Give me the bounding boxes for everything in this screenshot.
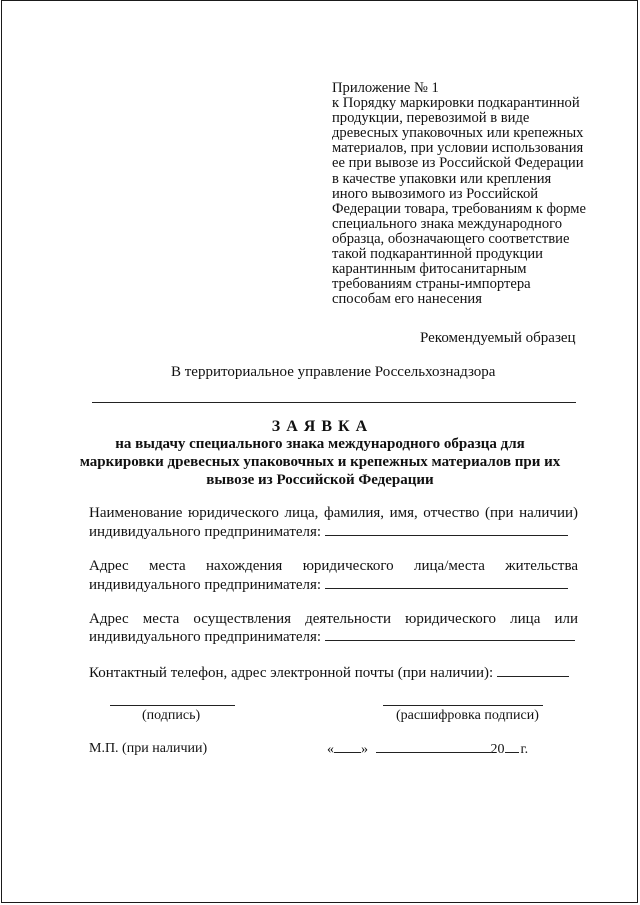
appendix-block	[332, 81, 622, 307]
appendix-line: к Порядку маркировки подкарантинной	[332, 95, 580, 112]
date-quote-close: »	[361, 742, 368, 757]
date-month-field[interactable]	[376, 741, 491, 753]
address-label-2: индивидуального предпринимателя:	[89, 577, 322, 593]
appendix-line: требованиям страны-импортера	[332, 276, 531, 293]
form-title: З А Я В К А	[271, 418, 369, 435]
form-subtitle-line-3: вывозе из Российской Федерации	[206, 472, 434, 488]
appendix-line: иного вывозимого из Российской	[332, 185, 539, 202]
contact-row	[89, 664, 578, 682]
address-field[interactable]	[325, 576, 568, 589]
appendix-line: Приложение № 1	[332, 80, 439, 96]
address-row	[89, 576, 578, 594]
activity-address-field[interactable]	[325, 628, 575, 641]
contact-label: Контактный телефон, адрес электронной почты (при наличии):	[89, 665, 494, 681]
appendix-line: в качестве упаковки или крепления	[332, 170, 552, 187]
legal-name-row	[89, 523, 578, 541]
address-label: Адрес места нахождения юридического лица/места жительства	[89, 558, 578, 574]
date-day-field[interactable]	[334, 741, 361, 753]
date-row	[327, 741, 528, 758]
addressee-underline	[92, 402, 576, 403]
legal-name-field[interactable]	[325, 523, 568, 536]
activity-address-label-2: индивидуального предпринимателя:	[89, 629, 322, 645]
legal-name-label-2: индивидуального предпринимателя:	[89, 524, 322, 540]
activity-address-label: Адрес места осуществления деятельности юридического лица или	[89, 611, 578, 627]
legal-name-label: Наименование юридического лица, фамилия, имя, отчество (при наличии)	[89, 505, 578, 521]
date-year-prefix: 20	[490, 742, 505, 757]
recommended-sample-label: Рекомендуемый образец	[420, 330, 576, 346]
date-year-field[interactable]	[505, 741, 519, 753]
date-quote-open: «	[327, 742, 334, 757]
appendix-line: Федерации товара, требованиям к форме	[332, 200, 587, 217]
appendix-line: способам его нанесения	[332, 291, 482, 308]
date-year-suffix: г.	[520, 742, 529, 757]
signature-line[interactable]	[110, 705, 235, 706]
activity-address-row	[89, 628, 578, 646]
form-subtitle-line-1: на выдачу специального знака международного образца для	[115, 436, 525, 452]
appendix-line: материалов, при условии использования	[332, 140, 584, 157]
signature-decode-line[interactable]	[383, 705, 543, 706]
appendix-line: карантинным фитосанитарным	[332, 261, 527, 278]
appendix-line: специального знака международного	[332, 215, 563, 232]
appendix-line: ее при вывозе из Российской Федерации	[332, 155, 584, 172]
contact-field[interactable]	[497, 664, 569, 677]
appendix-line: образца, обозначающего соответствие	[332, 230, 570, 247]
stamp-label: М.П. (при наличии)	[89, 741, 208, 756]
signature-label: (подпись)	[142, 708, 201, 723]
appendix-line: древесных упаковочных или крепежных	[332, 125, 584, 142]
signature-decode-label: (расшифровка подписи)	[396, 708, 539, 723]
addressee-line: В территориальное управление Россельхознадзора	[171, 364, 496, 380]
appendix-line: такой подкарантинной продукции	[332, 246, 543, 263]
form-subtitle-line-2: маркировки древесных упаковочных и крепежных материалов при их	[79, 454, 561, 470]
appendix-line: продукции, перевозимой в виде	[332, 110, 530, 127]
